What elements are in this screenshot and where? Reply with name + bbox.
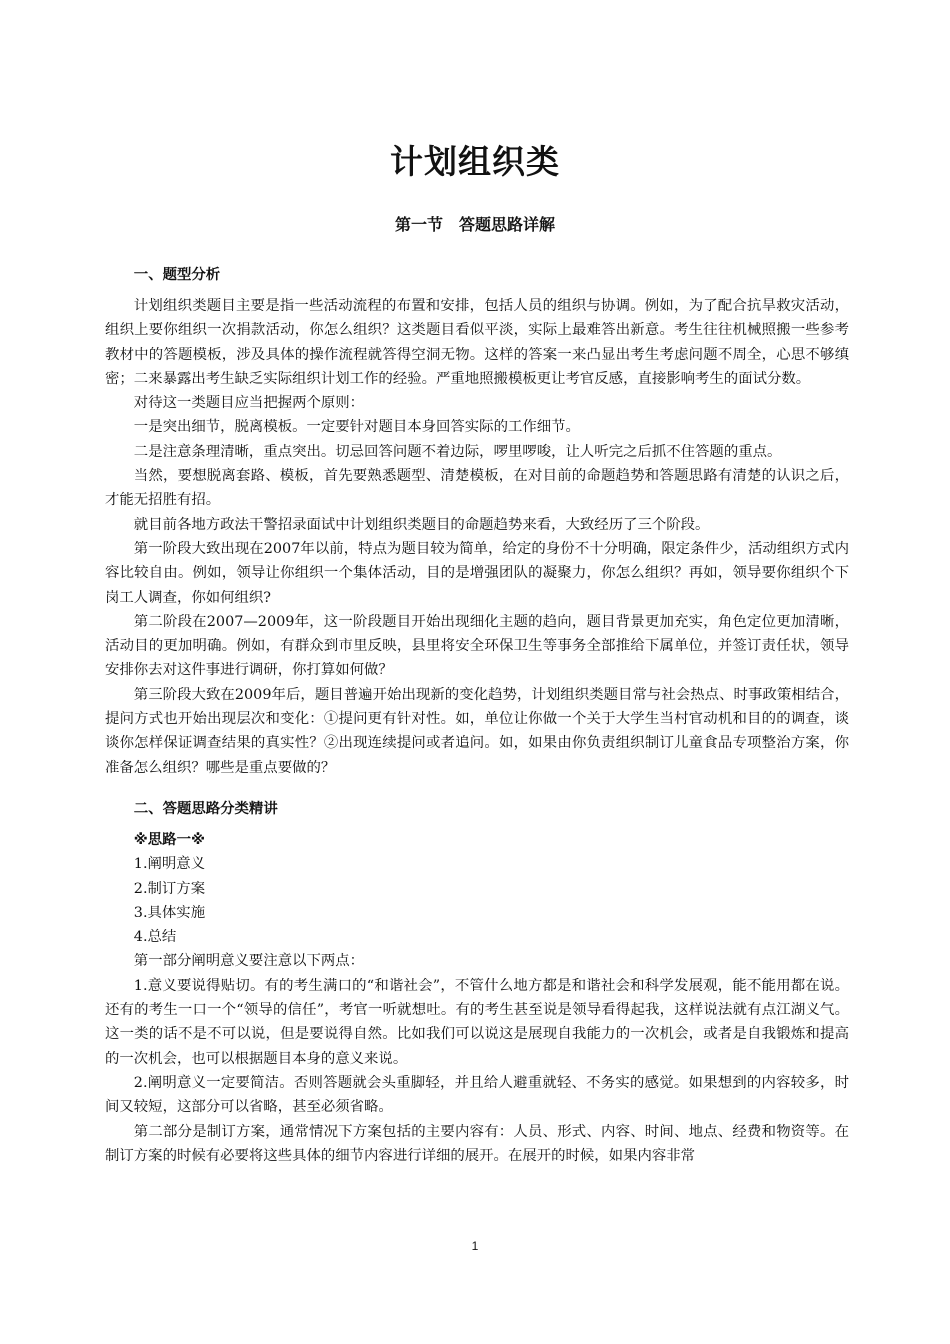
paragraph: 第三阶段大致在2009年后，题目普遍开始出现新的变化趋势，计划组织类题目常与社会热点、时事政策相结合，提问方式也开始出现层次和变化：①提问更有针对性。如，单位让你做一个关于大学生当村官动机和目的的调查，谈谈你怎样保证调查结果的真实性？②出现连续提问或者追问。如，如果由你负责组织制订儿童食品专项整治方案，你准备怎么组织？哪些是重点要做的？	[105, 686, 849, 776]
paragraph: 第二部分是制订方案，通常情况下方案包括的主要内容有：人员、形式、内容、时间、地点、经费和物资等。在制订方案的时候有必要将这些具体的细节内容进行详细的展开。在展开的时候，如果内容非常	[105, 1123, 849, 1164]
document-body	[105, 262, 849, 1168]
paragraph: 就目前各地方政法干警招录面试中计划组织类题目的命题趋势来看，大致经历了三个阶段。	[133, 516, 710, 533]
step-item: 3.具体实施	[133, 904, 206, 921]
paragraph: 2.阐明意义一定要简洁。否则答题就会头重脚轻，并且给人避重就轻、不务实的感觉。如果想到的内容较多，时间又较短，这部分可以省略，甚至必须省略。	[105, 1074, 849, 1116]
paragraph: 第一部分阐明意义要注意以下两点：	[133, 953, 365, 970]
paragraph: 对待这一类题目应当把握两个原则：	[133, 395, 365, 412]
idea-label: ※思路一※	[133, 831, 205, 848]
section-heading-question-type-analysis: 一、题型分析	[133, 267, 221, 283]
paragraph: 计划组织类题目主要是指一些活动流程的布置和安排，包括人员的组织与协调。例如，为了配合抗旱救灾活动，组织上要你组织一次捐款活动，你怎么组织？这类题目看似平淡，实际上最难答出新意。考生往往机械照搬一些参考教材中的答题模板，涉及具体的操作流程就答得空洞无物。这样的答案一来凸显出考生考虑问题不周全，心思不够缜密；二来暴露出考生缺乏实际组织计划工作的经验。严重地照搬模板更让考官反感，直接影响考生的面试分数。	[105, 298, 849, 387]
step-item: 2.制订方案	[133, 880, 206, 897]
paragraph: 当然，要想脱离套路、模板，首先要熟悉题型、清楚模板，在对目前的命题趋势和答题思路有清楚的认识之后，才能无招胜有招。	[105, 468, 849, 509]
step-item: 1.阐明意义	[133, 856, 206, 873]
paragraph: 1.意义要说得贴切。有的考生满口的“和谐社会”，不管什么地方都是和谐社会和科学发展观，能不能用都在说。还有的考生一口一个“领导的信任”，考官一听就想吐。有的考生甚至说是领导看得起我，这样说法就有点江湖义气。这一类的话不是不可以说，但是要说得自然。比如我们可以说这是展现自我能力的一次机会，或者是自我锻炼和提高的一次机会，也可以根据题目本身的意义来说。	[105, 977, 849, 1067]
paragraph: 二是注意条理清晰，重点突出。切忌回答问题不着边际，啰里啰唆，让人听完之后抓不住答题的重点。	[133, 443, 782, 460]
section-subtitle: 第一节 答题思路详解	[394, 215, 555, 234]
paragraph: 一是突出细节，脱离模板。一定要针对题目本身回答实际的工作细节。	[133, 419, 580, 436]
step-item: 4.总结	[133, 929, 177, 946]
section-heading-answer-approach: 二、答题思路分类精讲	[133, 800, 278, 817]
paragraph: 第二阶段在2007—2009年，这一阶段题目开始出现细化主题的趋向，题目背景更加充实，角色定位更加清晰，活动目的更加明确。例如，有群众到市里反映，县里将安全环保卫生等事务全部推给下属单位，并签订责任状，领导安排你去对这件事进行调研，你打算如何做？	[105, 613, 849, 679]
page-title: 计划组织类	[390, 142, 560, 181]
page-number: 1	[471, 1239, 479, 1253]
paragraph: 第一阶段大致出现在2007年以前，特点为题目较为简单，给定的身份不十分明确，限定条件少，活动组织方式内容比较自由。例如，领导让你组织一个集体活动，目的是增强团队的凝聚力，你怎么组织？再如，领导要你组织个下岗工人调查，你如何组织?	[105, 540, 849, 606]
